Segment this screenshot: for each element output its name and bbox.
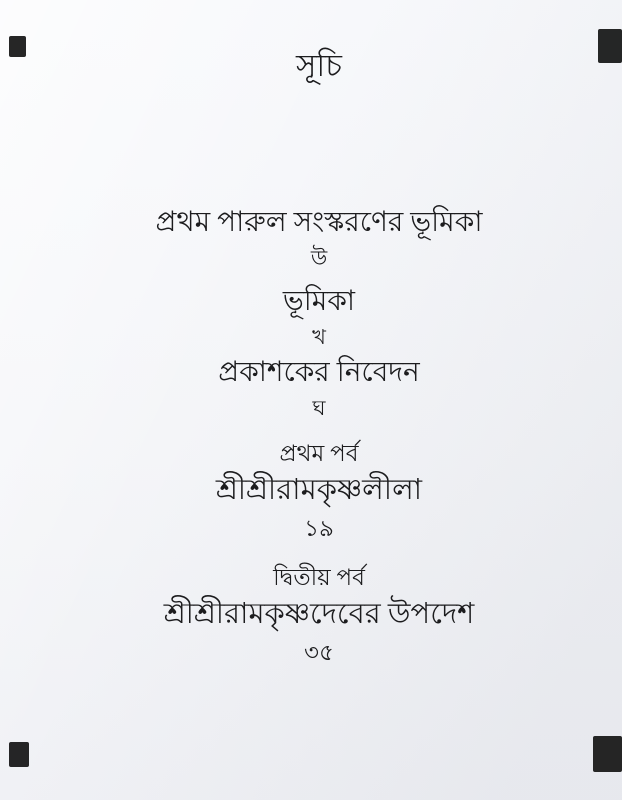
toc-entry-page: উ <box>310 246 328 270</box>
toc-entry-title: প্রকাশকের নিবেদন <box>218 357 420 388</box>
toc-part-label: দ্বিতীয় পর্ব <box>273 565 365 590</box>
toc-part-label: প্রথম পর্ব <box>279 441 359 466</box>
toc-entry-page: ঘ <box>312 396 326 420</box>
toc-entry-title: প্রথম পারুল সংস্করণের ভূমিকা <box>155 207 483 238</box>
toc-entry-title: শ্রীশ্রীরামকৃষ্ণদেবের উপদেশ <box>163 598 475 630</box>
toc-entry-title: শ্রীশ্রীরামকৃষ্ণলীলা <box>215 474 423 506</box>
page-title: সূচি <box>295 48 343 83</box>
toc-entry-page: ১৯ <box>304 516 334 541</box>
toc-entry-page: ৩৫ <box>304 640 334 665</box>
toc-entry-page: খ <box>312 325 326 349</box>
toc-entry-title: ভূমিকা <box>282 286 356 317</box>
